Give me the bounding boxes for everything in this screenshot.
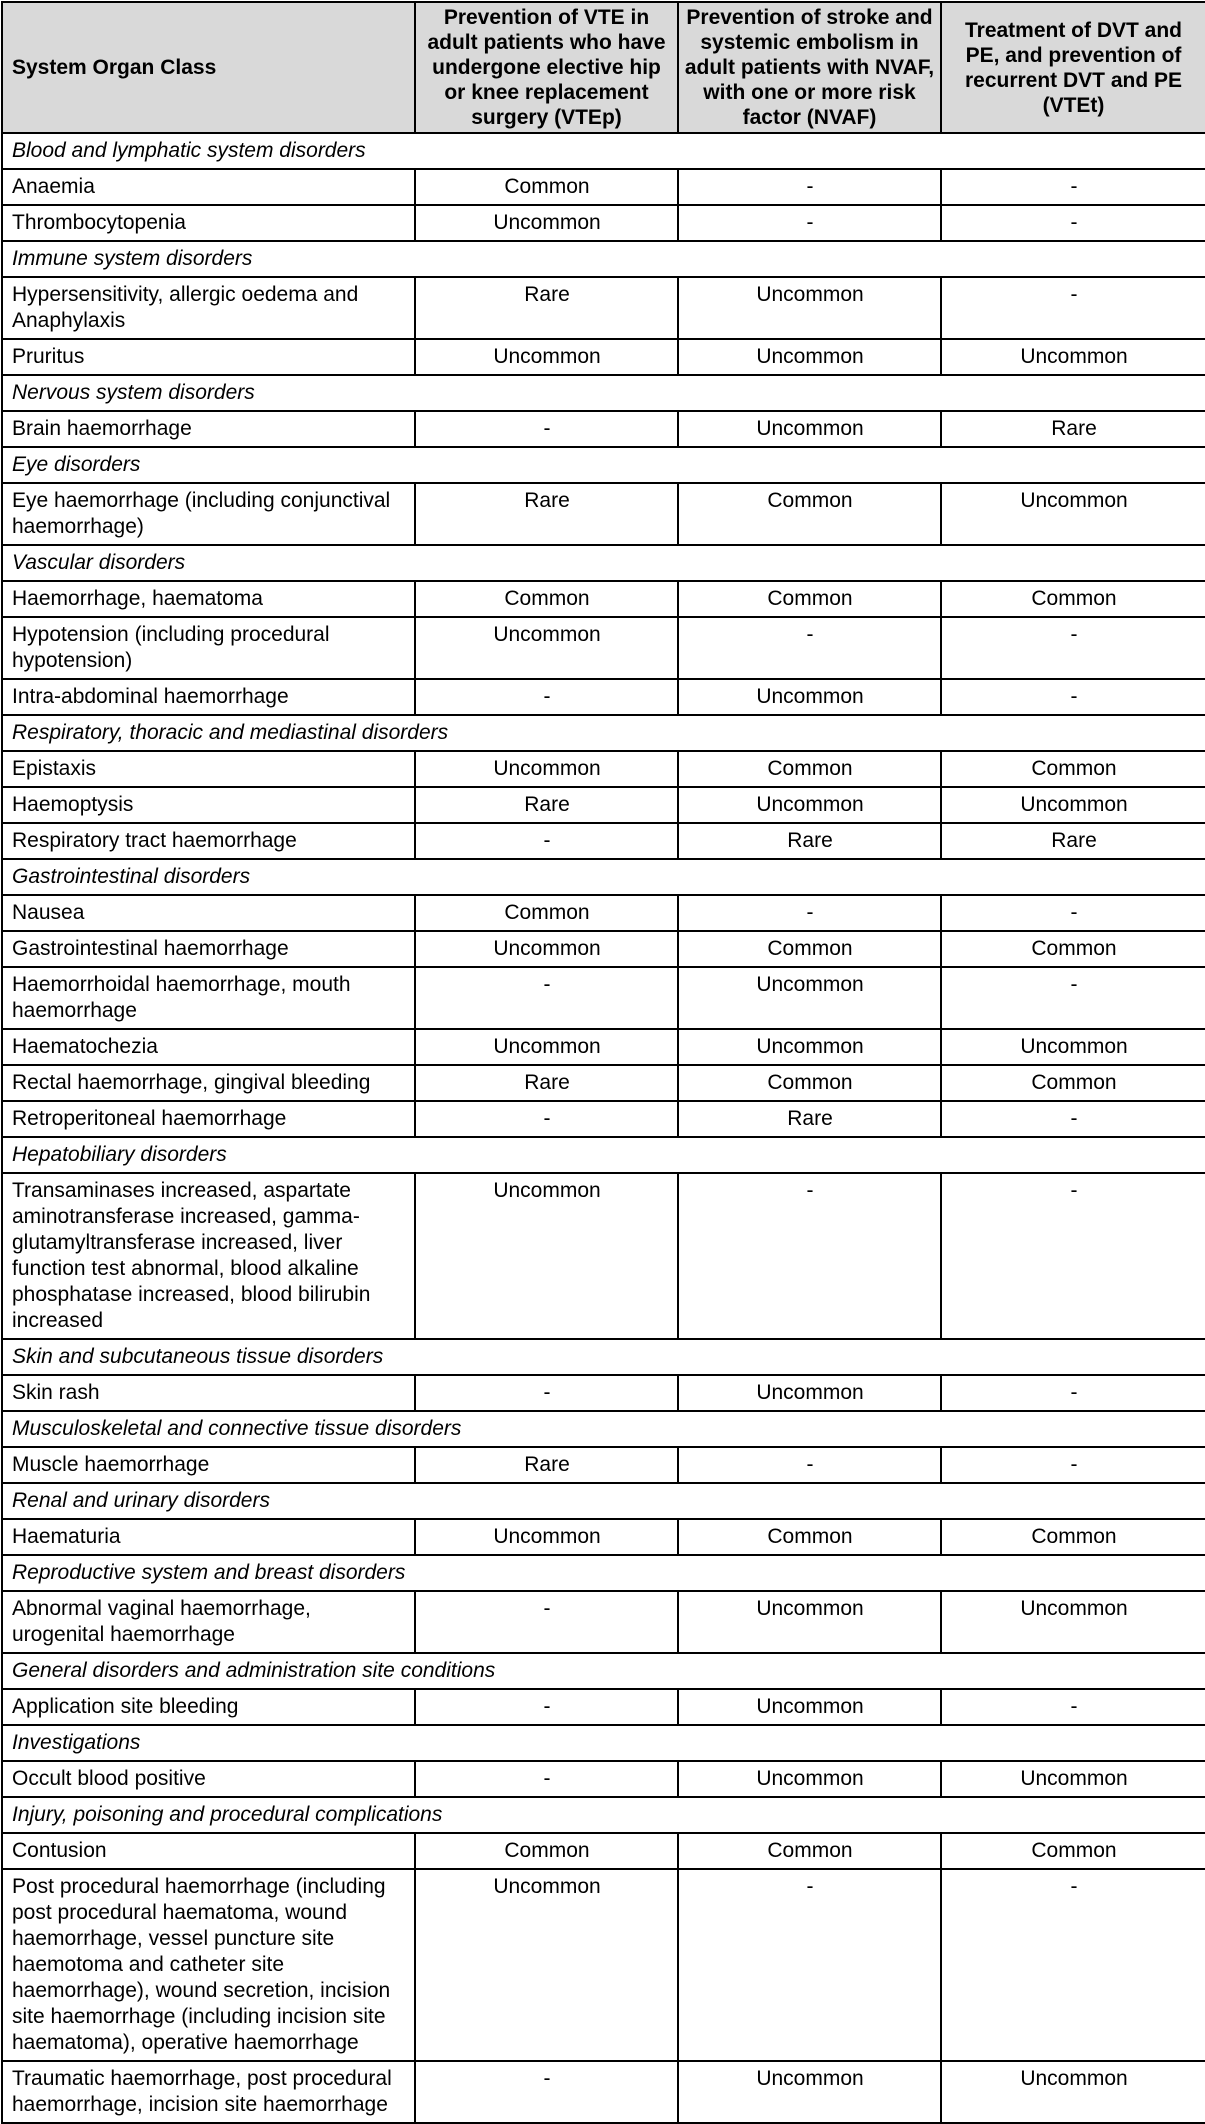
adverse-reaction-term: Gastrointestinal haemorrhage bbox=[2, 931, 415, 967]
frequency-nvaf: Uncommon bbox=[678, 967, 941, 1029]
table-row bbox=[2, 1173, 1205, 1339]
frequency-nvaf: - bbox=[678, 617, 941, 679]
table-row bbox=[2, 581, 1205, 617]
frequency-nvaf: Uncommon bbox=[678, 411, 941, 447]
section-title: Respiratory, thoracic and mediastinal disorders bbox=[2, 715, 1205, 751]
adverse-reaction-term: Abnormal vaginal haemorrhage, urogenital haemorrhage bbox=[2, 1591, 415, 1653]
table-row bbox=[2, 1761, 1205, 1797]
frequency-vtet: Common bbox=[941, 1065, 1205, 1101]
frequency-vtep: Uncommon bbox=[415, 1519, 678, 1555]
frequency-vtep: Rare bbox=[415, 1447, 678, 1483]
section-title: Vascular disorders bbox=[2, 545, 1205, 581]
frequency-nvaf: - bbox=[678, 1447, 941, 1483]
section-title: Hepatobiliary disorders bbox=[2, 1137, 1205, 1173]
adverse-reaction-term: Haemoptysis bbox=[2, 787, 415, 823]
frequency-nvaf: - bbox=[678, 169, 941, 205]
frequency-vtet: - bbox=[941, 1689, 1205, 1725]
frequency-nvaf: Common bbox=[678, 1065, 941, 1101]
frequency-nvaf: - bbox=[678, 1869, 941, 2061]
section-row bbox=[2, 241, 1205, 277]
section-title: Injury, poisoning and procedural complications bbox=[2, 1797, 1205, 1833]
frequency-vtep: Uncommon bbox=[415, 1869, 678, 2061]
table-body bbox=[2, 133, 1205, 2123]
table-row bbox=[2, 1833, 1205, 1869]
table-row bbox=[2, 895, 1205, 931]
frequency-nvaf: Uncommon bbox=[678, 1689, 941, 1725]
table-row bbox=[2, 1447, 1205, 1483]
frequency-vtet: - bbox=[941, 169, 1205, 205]
frequency-vtet: Uncommon bbox=[941, 1029, 1205, 1065]
frequency-nvaf: Common bbox=[678, 751, 941, 787]
table-row bbox=[2, 823, 1205, 859]
table-row bbox=[2, 679, 1205, 715]
section-title: Eye disorders bbox=[2, 447, 1205, 483]
frequency-vtep: Rare bbox=[415, 277, 678, 339]
section-title: Skin and subcutaneous tissue disorders bbox=[2, 1339, 1205, 1375]
table-row bbox=[2, 1689, 1205, 1725]
adverse-reaction-term: Brain haemorrhage bbox=[2, 411, 415, 447]
frequency-vtet: Common bbox=[941, 1833, 1205, 1869]
frequency-nvaf: Uncommon bbox=[678, 1761, 941, 1797]
frequency-vtet: Common bbox=[941, 751, 1205, 787]
frequency-vtet: Uncommon bbox=[941, 2061, 1205, 2123]
frequency-vtet: Common bbox=[941, 581, 1205, 617]
table-header bbox=[2, 2, 1205, 133]
section-row bbox=[2, 1137, 1205, 1173]
frequency-vtet: Uncommon bbox=[941, 1591, 1205, 1653]
frequency-vtep: - bbox=[415, 411, 678, 447]
adverse-reaction-term: Intra-abdominal haemorrhage bbox=[2, 679, 415, 715]
frequency-vtep: - bbox=[415, 1375, 678, 1411]
frequency-vtep: Rare bbox=[415, 483, 678, 545]
frequency-nvaf: Common bbox=[678, 581, 941, 617]
frequency-vtep: - bbox=[415, 823, 678, 859]
frequency-vtep: - bbox=[415, 1761, 678, 1797]
frequency-vtep: Uncommon bbox=[415, 339, 678, 375]
frequency-vtep: Common bbox=[415, 581, 678, 617]
frequency-vtep: Uncommon bbox=[415, 617, 678, 679]
frequency-vtet: Common bbox=[941, 931, 1205, 967]
table-row bbox=[2, 1375, 1205, 1411]
frequency-vtet: Uncommon bbox=[941, 483, 1205, 545]
frequency-vtet: - bbox=[941, 1101, 1205, 1137]
frequency-nvaf: Common bbox=[678, 931, 941, 967]
adverse-reaction-term: Haemorrhoidal haemorrhage, mouth haemorrhage bbox=[2, 967, 415, 1029]
frequency-nvaf: Uncommon bbox=[678, 787, 941, 823]
adverse-reaction-term: Transaminases increased, aspartate aminotransferase increased, gamma-glutamyltransferase increased, liver function test abnormal, blood alkaline phosphatase increased, blood bilirubin increased bbox=[2, 1173, 415, 1339]
adverse-reaction-term: Hypersensitivity, allergic oedema and Anaphylaxis bbox=[2, 277, 415, 339]
table-row bbox=[2, 751, 1205, 787]
adverse-reaction-term: Contusion bbox=[2, 1833, 415, 1869]
section-title: Reproductive system and breast disorders bbox=[2, 1555, 1205, 1591]
frequency-vtep: Uncommon bbox=[415, 1029, 678, 1065]
frequency-vtep: - bbox=[415, 1689, 678, 1725]
adverse-reaction-term: Pruritus bbox=[2, 339, 415, 375]
frequency-vtep: Common bbox=[415, 1833, 678, 1869]
table-row bbox=[2, 1029, 1205, 1065]
frequency-nvaf: Uncommon bbox=[678, 2061, 941, 2123]
section-row bbox=[2, 375, 1205, 411]
frequency-vtep: Rare bbox=[415, 787, 678, 823]
frequency-vtet: - bbox=[941, 679, 1205, 715]
table-row bbox=[2, 411, 1205, 447]
frequency-nvaf: Rare bbox=[678, 823, 941, 859]
section-row bbox=[2, 1797, 1205, 1833]
section-title: Renal and urinary disorders bbox=[2, 1483, 1205, 1519]
frequency-vtet: - bbox=[941, 617, 1205, 679]
header-nvaf: Prevention of stroke and systemic embolism in adult patients with NVAF, with one or more risk factor (NVAF) bbox=[678, 2, 941, 133]
frequency-nvaf: Uncommon bbox=[678, 679, 941, 715]
frequency-vtet: - bbox=[941, 277, 1205, 339]
table-row bbox=[2, 1101, 1205, 1137]
adverse-reaction-term: Muscle haemorrhage bbox=[2, 1447, 415, 1483]
section-row bbox=[2, 1483, 1205, 1519]
frequency-nvaf: Rare bbox=[678, 1101, 941, 1137]
adverse-reaction-term: Traumatic haemorrhage, post procedural haemorrhage, incision site haemorrhage bbox=[2, 2061, 415, 2123]
frequency-vtep: Common bbox=[415, 169, 678, 205]
adverse-reaction-term: Occult blood positive bbox=[2, 1761, 415, 1797]
frequency-vtep: Uncommon bbox=[415, 205, 678, 241]
frequency-vtep: - bbox=[415, 967, 678, 1029]
adverse-reaction-term: Haematuria bbox=[2, 1519, 415, 1555]
frequency-vtep: - bbox=[415, 1591, 678, 1653]
adverse-reaction-term: Haematochezia bbox=[2, 1029, 415, 1065]
table-row bbox=[2, 1519, 1205, 1555]
frequency-vtet: Rare bbox=[941, 823, 1205, 859]
table-row bbox=[2, 617, 1205, 679]
table-row bbox=[2, 2061, 1205, 2123]
frequency-vtep: Common bbox=[415, 895, 678, 931]
frequency-vtet: - bbox=[941, 967, 1205, 1029]
table-row bbox=[2, 277, 1205, 339]
frequency-nvaf: Common bbox=[678, 483, 941, 545]
section-title: Blood and lymphatic system disorders bbox=[2, 133, 1205, 169]
frequency-nvaf: Common bbox=[678, 1833, 941, 1869]
adverse-reaction-term: Post procedural haemorrhage (including post procedural haematoma, wound haemorrhage, vessel puncture site haemotoma and catheter site haemorrhage), wound secretion, incision site haemorrhage (including incision site haematoma), operative haemorrhage bbox=[2, 1869, 415, 2061]
header-system-organ-class: System Organ Class bbox=[2, 2, 415, 133]
table-row bbox=[2, 205, 1205, 241]
adverse-reaction-term: Hypotension (including procedural hypotension) bbox=[2, 617, 415, 679]
adverse-reaction-term: Eye haemorrhage (including conjunctival haemorrhage) bbox=[2, 483, 415, 545]
header-vtep: Prevention of VTE in adult patients who have undergone elective hip or knee replacement surgery (VTEp) bbox=[415, 2, 678, 133]
table-row bbox=[2, 931, 1205, 967]
section-title: Musculoskeletal and connective tissue disorders bbox=[2, 1411, 1205, 1447]
table-row bbox=[2, 967, 1205, 1029]
adverse-reaction-term: Skin rash bbox=[2, 1375, 415, 1411]
header-row bbox=[2, 2, 1205, 133]
frequency-vtet: Common bbox=[941, 1519, 1205, 1555]
frequency-vtep: Uncommon bbox=[415, 1173, 678, 1339]
section-row bbox=[2, 447, 1205, 483]
table-row bbox=[2, 787, 1205, 823]
frequency-nvaf: Uncommon bbox=[678, 1591, 941, 1653]
frequency-nvaf: Uncommon bbox=[678, 1375, 941, 1411]
frequency-nvaf: Uncommon bbox=[678, 339, 941, 375]
frequency-nvaf: Common bbox=[678, 1519, 941, 1555]
frequency-vtet: - bbox=[941, 1375, 1205, 1411]
section-row bbox=[2, 545, 1205, 581]
table-row bbox=[2, 169, 1205, 205]
frequency-vtet: - bbox=[941, 1447, 1205, 1483]
table-row bbox=[2, 1591, 1205, 1653]
adverse-reaction-term: Epistaxis bbox=[2, 751, 415, 787]
frequency-nvaf: - bbox=[678, 205, 941, 241]
frequency-nvaf: Uncommon bbox=[678, 277, 941, 339]
section-title: General disorders and administration site conditions bbox=[2, 1653, 1205, 1689]
section-row bbox=[2, 1339, 1205, 1375]
adverse-reaction-term: Rectal haemorrhage, gingival bleeding bbox=[2, 1065, 415, 1101]
adverse-reaction-term: Haemorrhage, haematoma bbox=[2, 581, 415, 617]
frequency-nvaf: Uncommon bbox=[678, 1029, 941, 1065]
section-row bbox=[2, 1555, 1205, 1591]
section-row bbox=[2, 1653, 1205, 1689]
section-title: Nervous system disorders bbox=[2, 375, 1205, 411]
frequency-vtep: Uncommon bbox=[415, 751, 678, 787]
frequency-vtet: - bbox=[941, 205, 1205, 241]
section-row bbox=[2, 859, 1205, 895]
table-row bbox=[2, 1065, 1205, 1101]
adverse-reaction-term: Thrombocytopenia bbox=[2, 205, 415, 241]
frequency-vtet: - bbox=[941, 1869, 1205, 2061]
section-row bbox=[2, 1725, 1205, 1761]
adverse-reaction-term: Application site bleeding bbox=[2, 1689, 415, 1725]
frequency-vtet: Uncommon bbox=[941, 339, 1205, 375]
section-row bbox=[2, 715, 1205, 751]
table-row bbox=[2, 1869, 1205, 2061]
frequency-vtep: - bbox=[415, 679, 678, 715]
section-row bbox=[2, 133, 1205, 169]
section-title: Investigations bbox=[2, 1725, 1205, 1761]
frequency-vtep: - bbox=[415, 2061, 678, 2123]
frequency-vtet: Uncommon bbox=[941, 787, 1205, 823]
section-title: Immune system disorders bbox=[2, 241, 1205, 277]
frequency-vtep: Rare bbox=[415, 1065, 678, 1101]
adverse-reaction-term: Respiratory tract haemorrhage bbox=[2, 823, 415, 859]
frequency-vtep: - bbox=[415, 1101, 678, 1137]
frequency-vtet: - bbox=[941, 1173, 1205, 1339]
table-row bbox=[2, 339, 1205, 375]
section-row bbox=[2, 1411, 1205, 1447]
adverse-reactions-table bbox=[1, 1, 1205, 2124]
frequency-nvaf: - bbox=[678, 1173, 941, 1339]
frequency-vtep: Uncommon bbox=[415, 931, 678, 967]
frequency-vtet: Rare bbox=[941, 411, 1205, 447]
table-row bbox=[2, 483, 1205, 545]
header-vtet: Treatment of DVT and PE, and prevention of recurrent DVT and PE (VTEt) bbox=[941, 2, 1205, 133]
adverse-reaction-term: Anaemia bbox=[2, 169, 415, 205]
frequency-vtet: - bbox=[941, 895, 1205, 931]
frequency-nvaf: - bbox=[678, 895, 941, 931]
frequency-vtet: Uncommon bbox=[941, 1761, 1205, 1797]
adverse-reaction-term: Retroperitoneal haemorrhage bbox=[2, 1101, 415, 1137]
adverse-reaction-term: Nausea bbox=[2, 895, 415, 931]
section-title: Gastrointestinal disorders bbox=[2, 859, 1205, 895]
